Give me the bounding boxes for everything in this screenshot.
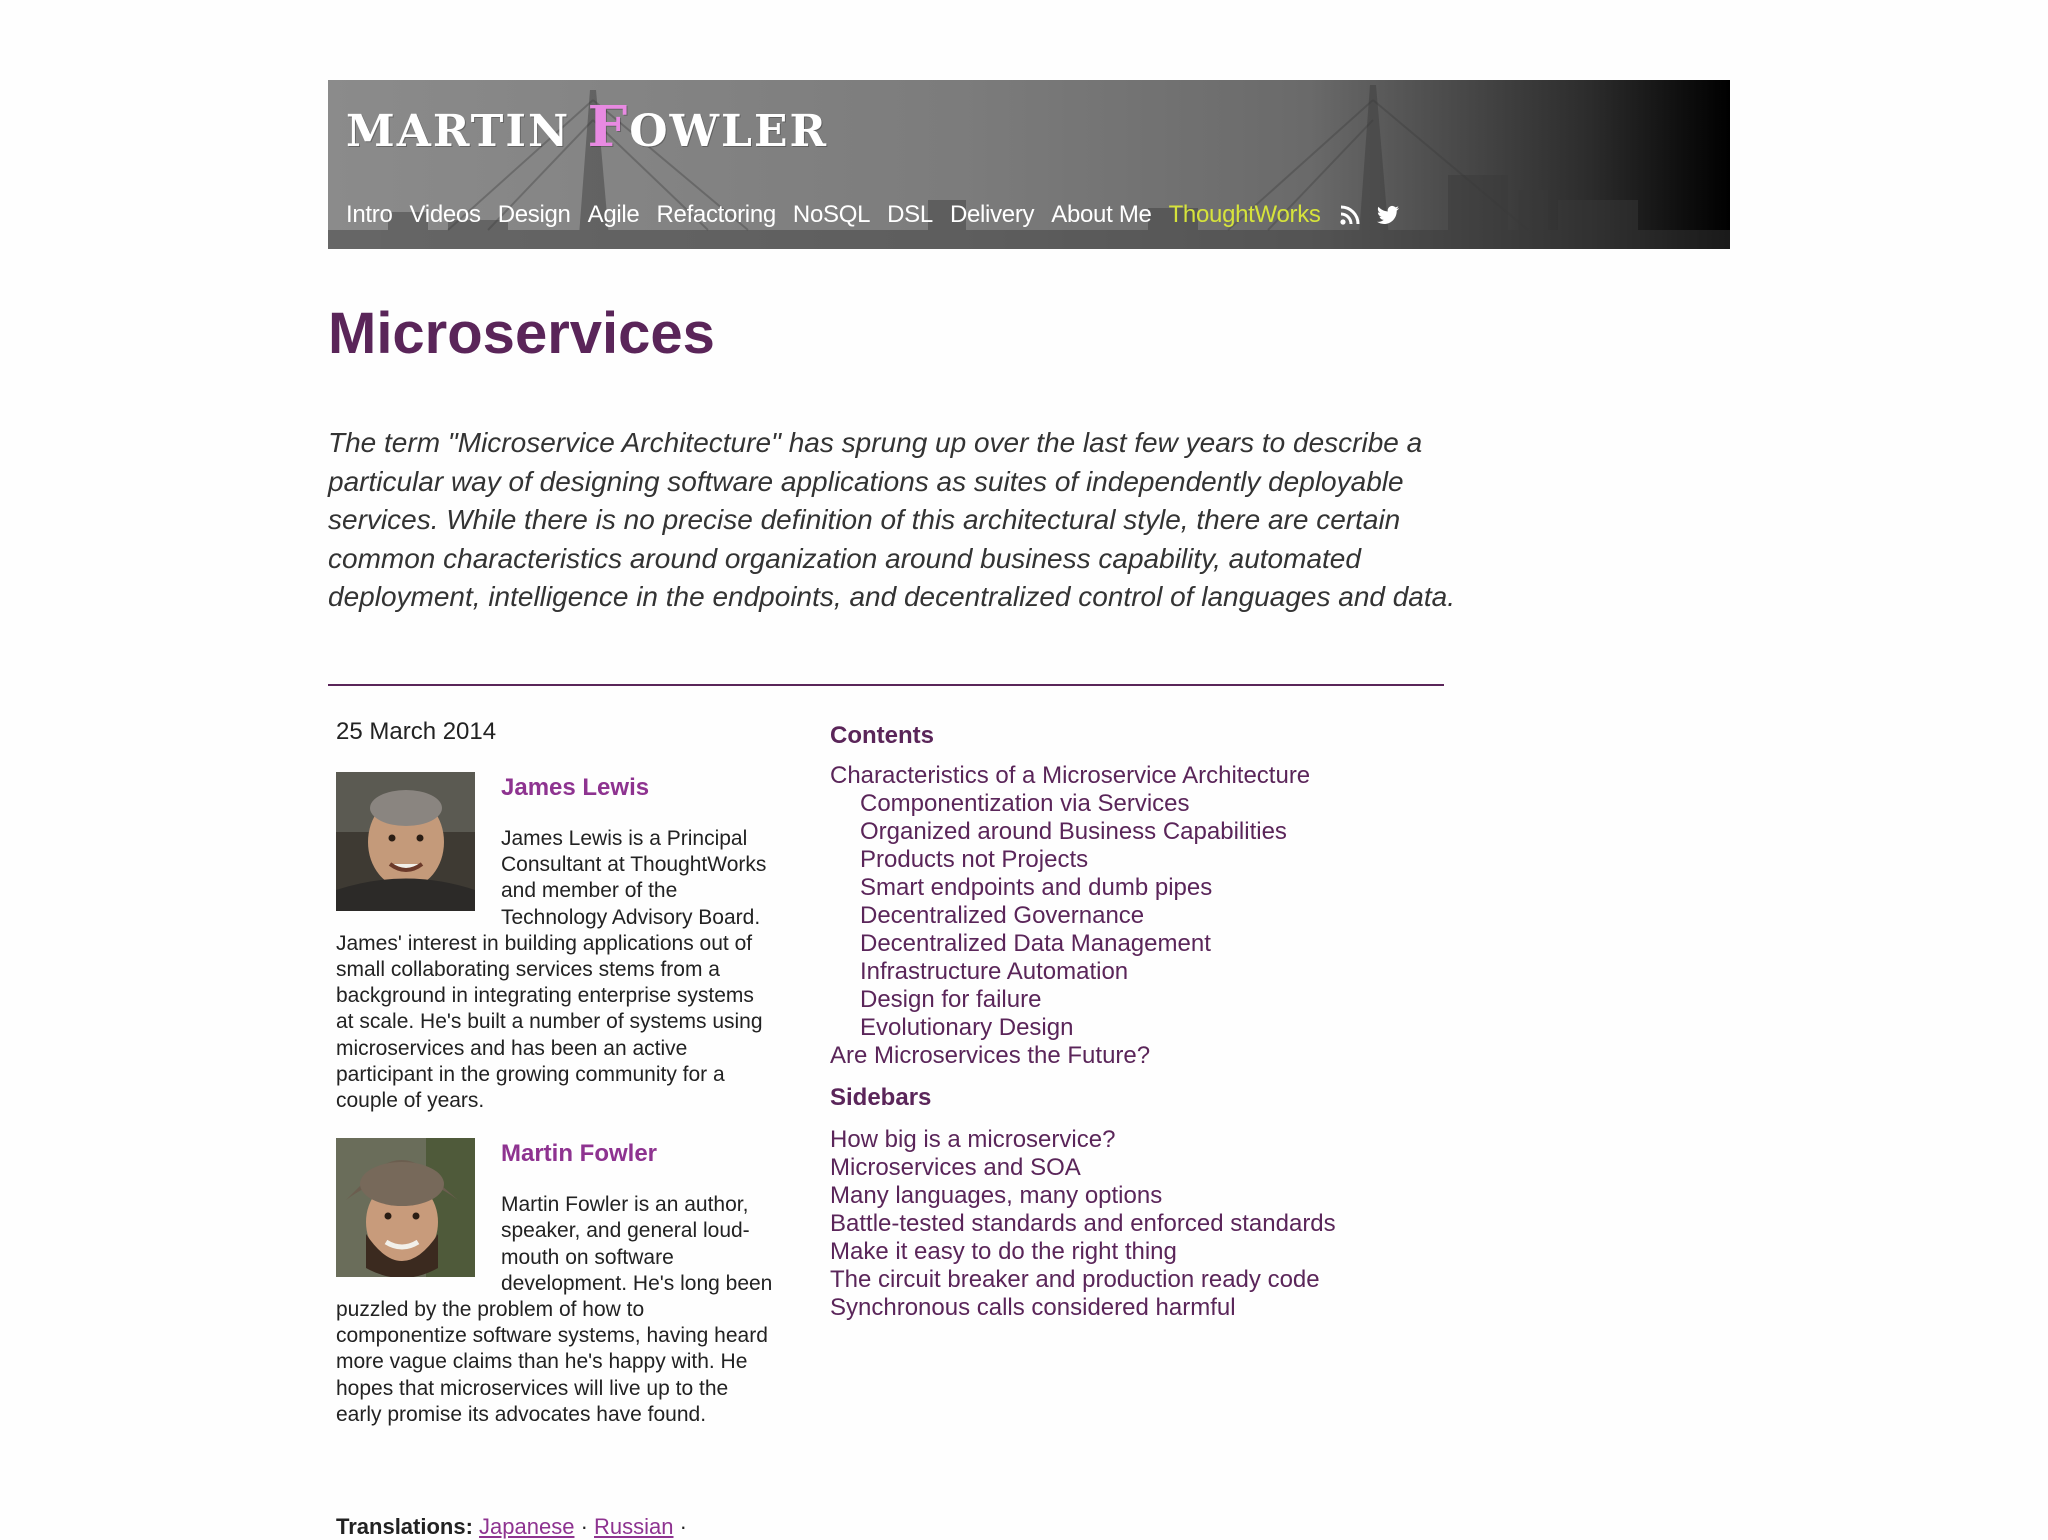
translation-link-russian[interactable]: Russian bbox=[594, 1514, 674, 1539]
nav-item-agile[interactable]: Agile bbox=[587, 201, 640, 228]
sidebar-link[interactable]: Synchronous calls considered harmful bbox=[830, 1294, 1236, 1321]
toc-item[interactable]: Decentralized Governance bbox=[860, 902, 1145, 929]
sidebar-link[interactable]: Battle-tested standards and enforced standards bbox=[830, 1210, 1336, 1237]
author-bio: James Lewis is a Principal Consultant at ThoughtWorks and member of the Technology Advisory Board. James' interest in building applications out of small collaborating services stems from a background in integrating enterprise systems at scale. He's built a number of systems using microservices and has been an active participant in the growing community for a couple of years. bbox=[336, 827, 767, 1113]
logo-text-a: MARTIN bbox=[346, 106, 588, 157]
site-logo[interactable] bbox=[346, 94, 828, 160]
contents-list bbox=[830, 762, 1450, 1070]
page-title: Microservices bbox=[328, 301, 715, 366]
avatar bbox=[336, 1138, 475, 1277]
translation-separator: · bbox=[574, 1514, 595, 1539]
toc-item[interactable]: Componentization via Services bbox=[860, 790, 1190, 817]
nav-item-nosql[interactable]: NoSQL bbox=[792, 201, 871, 228]
logo-text-b: OWLER bbox=[629, 106, 829, 157]
nav-item-dsl[interactable]: DSL bbox=[887, 201, 933, 228]
twitter-icon[interactable] bbox=[1376, 203, 1400, 227]
toc-item[interactable]: Infrastructure Automation bbox=[860, 958, 1129, 985]
sidebar-link[interactable]: Microservices and SOA bbox=[830, 1154, 1081, 1181]
rss-icon[interactable] bbox=[1338, 203, 1362, 227]
translation-separator: · bbox=[673, 1514, 687, 1539]
sidebars-list bbox=[830, 1126, 1450, 1322]
translation-link-japanese[interactable]: Japanese bbox=[479, 1514, 575, 1539]
main-nav bbox=[346, 200, 1414, 230]
toc-item[interactable]: Are Microservices the Future? bbox=[830, 1042, 1151, 1069]
sidebar-link[interactable]: Many languages, many options bbox=[830, 1182, 1163, 1209]
table-of-contents bbox=[830, 722, 1450, 1332]
author-card bbox=[336, 772, 776, 1114]
toc-item[interactable]: Evolutionary Design bbox=[860, 1014, 1074, 1041]
site-header bbox=[328, 80, 1730, 249]
translations-label: Translations: bbox=[336, 1514, 473, 1539]
toc-item[interactable]: Smart endpoints and dumb pipes bbox=[860, 874, 1213, 901]
nav-item-about-me[interactable]: About Me bbox=[1051, 201, 1152, 228]
contents-heading: Contents bbox=[830, 722, 934, 749]
nav-item-thoughtworks[interactable]: ThoughtWorks bbox=[1168, 201, 1321, 228]
nav-item-intro[interactable]: Intro bbox=[346, 201, 393, 228]
sidebars-heading: Sidebars bbox=[830, 1084, 932, 1111]
toc-item[interactable]: Organized around Business Capabilities bbox=[860, 818, 1287, 845]
nav-item-design[interactable]: Design bbox=[497, 201, 571, 228]
author-card bbox=[336, 1138, 776, 1428]
nav-item-refactoring[interactable]: Refactoring bbox=[656, 201, 776, 228]
logo-text-f: F bbox=[587, 94, 630, 160]
divider bbox=[328, 684, 1444, 686]
toc-item[interactable]: Products not Projects bbox=[860, 846, 1089, 873]
nav-item-videos[interactable]: Videos bbox=[409, 201, 481, 228]
toc-item[interactable]: Decentralized Data Management bbox=[860, 930, 1211, 957]
publish-date: 25 March 2014 bbox=[336, 718, 497, 745]
author-name[interactable]: James Lewis bbox=[501, 774, 650, 801]
sidebar-link[interactable]: The circuit breaker and production ready code bbox=[830, 1266, 1320, 1293]
translations bbox=[336, 1514, 687, 1540]
nav-item-delivery[interactable]: Delivery bbox=[949, 201, 1035, 228]
author-bio: Martin Fowler is an author, speaker, and general loud-mouth on software development. He's long been puzzled by the problem of how to componentize software systems, having heard more vague claims than he's happy with. He hopes that microservices will live up to the early promise its advocates have found. bbox=[336, 1193, 773, 1426]
toc-item[interactable]: Characteristics of a Microservice Architecture bbox=[830, 762, 1311, 789]
sidebar-link[interactable]: Make it easy to do the right thing bbox=[830, 1238, 1177, 1265]
avatar bbox=[336, 772, 475, 911]
sidebar-link[interactable]: How big is a microservice? bbox=[830, 1126, 1116, 1153]
article-abstract: The term "Microservice Architecture" has sprung up over the last few years to describe a particular way of designing software applications as suites of independently deployable services. While there is no precise definition of this architectural style, there are certain common characteristics around organization around business capability, automated deployment, intelligence in the endpoints, and decentralized control of languages and data. bbox=[328, 427, 1456, 612]
author-name[interactable]: Martin Fowler bbox=[501, 1140, 658, 1168]
toc-item[interactable]: Design for failure bbox=[860, 986, 1042, 1013]
authors-column bbox=[336, 718, 776, 1452]
